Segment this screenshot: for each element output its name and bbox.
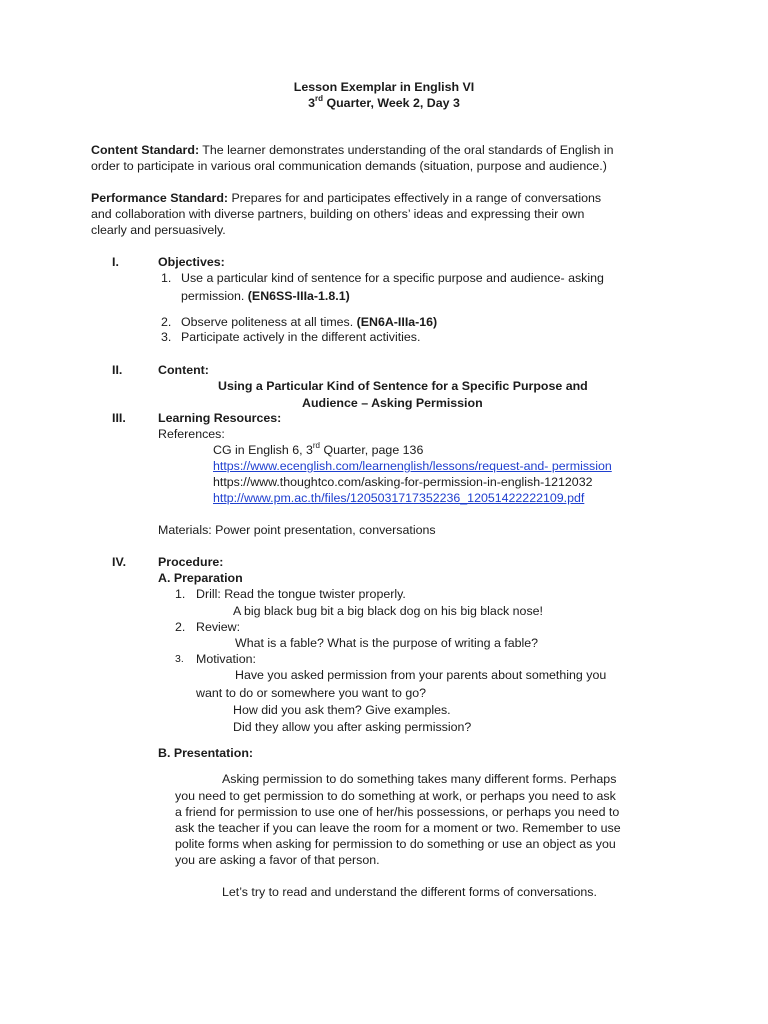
list-number: 3.	[175, 653, 184, 665]
presentation-text: a friend for permission to use one of her/his possessions, or perhaps you need to	[175, 805, 620, 819]
section-numeral: IV.	[112, 555, 127, 569]
performance-standard: Performance Standard: Prepares for and participates effectively in a range of conversations	[91, 191, 602, 205]
document-title: Lesson Exemplar in English VI	[293, 80, 475, 94]
procedure-heading: Procedure:	[158, 555, 224, 569]
list-number: 3.	[161, 330, 172, 344]
reference-link[interactable]: https://www.ecenglish.com/learnenglish/lessons/request-and- permission	[213, 459, 612, 473]
reference-link-plain: https://www.thoughtco.com/asking-for-permission-in-english-1212032	[213, 475, 593, 489]
list-number: 1.	[161, 271, 172, 285]
presentation-text: you need to get permission to do something at work, or perhaps you need to ask	[175, 789, 616, 803]
section-numeral: II.	[112, 363, 123, 377]
section-numeral: III.	[112, 411, 126, 425]
content-topic-cont: Audience – Asking Permission	[302, 396, 483, 410]
objective-item-cont: permission. (EN6SS-IIIa-1.8.1)	[181, 289, 350, 303]
presentation-text: polite forms when asking for permission to do something or use an object as you	[175, 837, 616, 851]
objectives-heading: Objectives:	[158, 255, 225, 269]
materials: Materials: Power point presentation, conversations	[158, 523, 436, 537]
list-number: 2.	[161, 315, 172, 329]
presentation-text: ask the teacher if you can leave the room for a moment or two. Remember to use	[175, 821, 621, 835]
presentation-heading: B. Presentation:	[158, 746, 254, 760]
objective-item: Use a particular kind of sentence for a specific purpose and audience- asking	[181, 271, 604, 285]
competency-code: (EN6SS-IIIa-1.8.1)	[247, 289, 350, 303]
review-text: What is a fable? What is the purpose of writing a fable?	[235, 636, 539, 650]
presentation-text: Asking permission to do something takes many different forms. Perhaps	[222, 772, 617, 786]
motivation-text: Did they allow you after asking permission?	[233, 720, 472, 734]
content-standard: Content Standard: The learner demonstrates understanding of the oral standards of English in	[91, 143, 614, 157]
section-numeral: I.	[112, 255, 119, 269]
objective-item: Participate actively in the different activities.	[181, 330, 421, 344]
presentation-text: you are asking a favor of that person.	[175, 853, 380, 867]
presentation-closing: Let’s try to read and understand the different forms of conversations.	[222, 885, 597, 899]
reference-link[interactable]: http://www.pm.ac.th/files/1205031717352236_12051422222109.pdf	[213, 491, 585, 505]
document-subtitle: 3rd Quarter, Week 2, Day 3	[308, 93, 460, 110]
learning-resources-heading: Learning Resources:	[158, 411, 282, 425]
list-number: 1.	[175, 587, 186, 601]
performance-standard-label: Performance Standard:	[91, 191, 229, 205]
motivation-text: How did you ask them? Give examples.	[233, 703, 451, 717]
list-number: 2.	[175, 620, 186, 634]
content-standard-line: order to participate in various oral communication demands (situation, purpose and audience.)	[91, 159, 607, 173]
motivation-text: Have you asked permission from your parents about something you	[235, 668, 607, 682]
references-label: References:	[158, 427, 225, 441]
drill-label: Drill: Read the tongue twister properly.	[196, 587, 406, 601]
objective-item: Observe politeness at all times. (EN6A-IIIa-16)	[181, 315, 438, 329]
review-label: Review:	[196, 620, 241, 634]
preparation-heading: A. Preparation	[158, 571, 243, 585]
performance-standard-line: and collaboration with diverse partners, building on others’ ideas and expressing their own	[91, 207, 585, 221]
reference-cg: CG in English 6, 3rd Quarter, page 136	[213, 440, 424, 457]
content-heading: Content:	[158, 363, 209, 377]
content-topic: Using a Particular Kind of Sentence for a Specific Purpose and	[218, 379, 588, 393]
motivation-text: want to do or somewhere you want to go?	[196, 686, 427, 700]
drill-text: A big black bug bit a big black dog on his big black nose!	[233, 604, 543, 618]
content-standard-label: Content Standard:	[91, 143, 200, 157]
performance-standard-line: clearly and persuasively.	[91, 223, 226, 237]
competency-code: (EN6A-IIIa-16)	[356, 315, 438, 329]
motivation-label: Motivation:	[196, 652, 256, 666]
